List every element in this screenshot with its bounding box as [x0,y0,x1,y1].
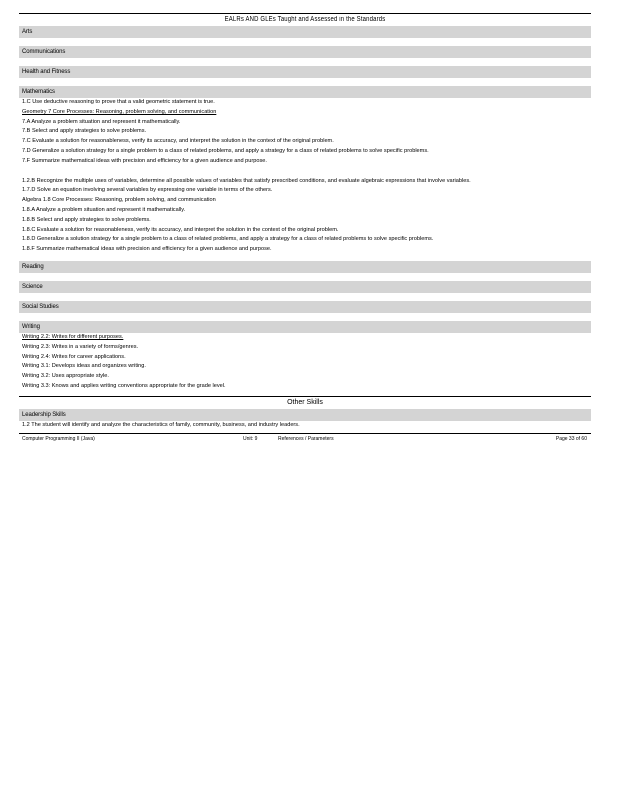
section-science: Science [19,281,591,293]
page-title: EALRs AND GLEs Taught and Assessed in the Standards [224,16,386,23]
list-item: 1.8.B Select and apply strategies to solve problems. [22,216,151,223]
standards-table [19,13,591,444]
footer-page: Page 33 of 60 [555,435,587,442]
section-mathematics: Mathematics [19,86,591,98]
section-reading: Reading [19,261,591,273]
section-arts: Arts [19,26,591,38]
section-writing: Writing [19,321,591,333]
list-item: 1.7.D Solve an equation involving several variables by expressing one variable in terms of the others. [22,187,273,194]
list-item: 7.C Evaluate a solution for reasonableness, verify its accuracy, and interpret the solution in the context of the original problem. [22,138,334,145]
section-leadership: Leadership Skills [19,409,591,421]
section-health: Health and Fitness [19,66,591,78]
list-item: Writing 3.2: Uses appropriate style. [22,373,109,380]
writing-standards [19,333,591,397]
list-item: Writing 2.4: Writes for career applications. [22,353,126,360]
list-item: Writing 3.3: Knows and applies writing conventions appropriate for the grade level. [22,382,226,389]
other-skills-title: Other Skills [287,398,323,406]
list-item: Algebra 1.8 Core Processes: Reasoning, problem solving, and communication [22,197,216,204]
list-item: 7.F Summarize mathematical ideas with precision and efficiency for a given audience and purpose. [22,157,267,164]
list-item: Writing 2.2: Writes for different purposes. [22,333,124,340]
list-item: 1.C Use deductive reasoning to prove that a valid geometric statement is true. [22,99,215,105]
list-item: 7.B Select and apply strategies to solve problems. [22,128,147,135]
list-item: 7.D Generalize a solution strategy for a single problem to a class of related problems, and apply a strategy for a class of related problems to solve specific problems. [22,147,429,154]
leadership-standards [19,421,591,433]
list-item: 1.8.C Evaluate a solution for reasonableness, verify its accuracy, and interpret the solution in the context of the original problem. [22,226,339,233]
math-standards-geometry [19,98,591,167]
list-item: 1.2.B Recognize the multiple uses of variables, determine all possible values of variables that satisfy prescribed conditions, and evaluate algebraic expressions that involve variables. [22,177,471,184]
list-item: 1.8.D Generalize a solution strategy for a single problem to a class of related problems, and apply a strategy for a class of related problems to solve specific problems. [22,236,434,243]
list-item: 1.8.A Analyze a problem situation and represent it mathematically. [22,206,186,213]
footer-course: Computer Programming II (Java) [22,435,95,442]
list-item: Geometry 7 Core Processes: Reasoning, problem solving, and communication [22,108,217,115]
list-item: Writing 2.3: Writes in a variety of forms/genres. [22,343,139,350]
list-item: 7.A Analyze a problem situation and represent it mathematically. [22,118,181,125]
page-footer [19,433,591,444]
footer-unit: Unit: 9 [243,435,258,442]
section-social-studies: Social Studies [19,301,591,313]
footer-topic: References / Parameters [278,435,334,442]
math-standards-algebra [19,177,591,255]
list-item: 1.2 The student will identify and analyze the characteristics of family, community, business, and industry leaders. [22,421,300,428]
section-communications: Communications [19,46,591,58]
list-item: 1.8.F Summarize mathematical ideas with precision and efficiency for a given audience and purpose. [22,246,272,253]
list-item: Writing 3.1: Develops ideas and organizes writing. [22,363,146,370]
